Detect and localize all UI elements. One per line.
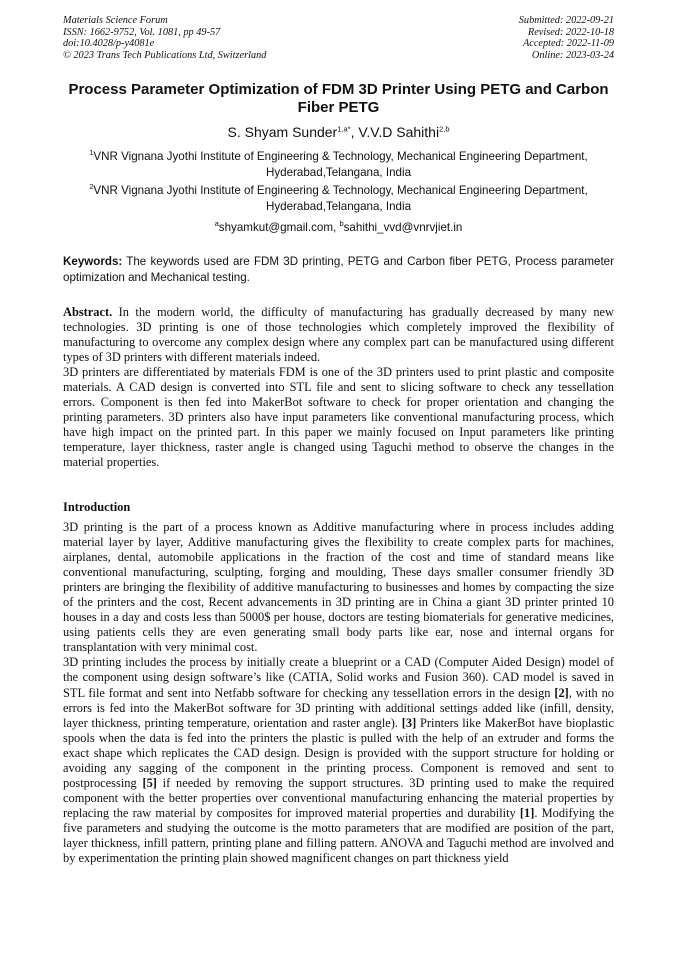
author-list xyxy=(63,124,614,141)
revised-date: Revised: 2022-10-18 xyxy=(527,26,614,38)
intro-text-d: if needed by removing the support structures. 3D printing used to make the required component with the better properties over conventional manufacturing enhancing the material properties by replacing the raw material by composites for improved material properties and durability xyxy=(63,775,614,820)
author-2-affiliation-mark: 2,b xyxy=(439,124,450,134)
journal-info xyxy=(63,15,266,61)
affiliation-2-mark: 2 xyxy=(89,182,94,192)
affiliation-2 xyxy=(63,183,614,215)
email-a-mark: a xyxy=(214,219,219,229)
introduction-body xyxy=(63,520,614,866)
intro-text-a: 3D printing includes the process by initially create a blueprint or a CAD (Computer Aided Design) model of the component using design software’s like (CATIA, Solid works and Fusion 360). CAD model is saved in STL file format and sent into Netfabb software for checking any tessellation errors in the design xyxy=(63,655,614,700)
author-separator: , xyxy=(350,124,359,140)
submitted-date: Submitted: 2022-09-21 xyxy=(518,15,614,26)
paper-title: Process Parameter Optimization of FDM 3D Printer Using PETG and Carbon Fiber PETG xyxy=(68,81,609,116)
abstract-paragraph-1 xyxy=(63,305,614,365)
abstract-text-1: In the modern world, the difficulty of manufacturing has gradually decreased by many new technologies. 3D printing is one of those technologies which completely improved the flexibility of manufacturing to overcome any complex design where any complex part can be manufactured using different types of 3D printers with different materials indeed. xyxy=(63,305,614,365)
affiliation-2-text: VNR Vignana Jyothi Institute of Engineering & Technology, Mechanical Engineering Department, Hyderabad,Telangana, India xyxy=(93,184,588,213)
citation-5: [5] xyxy=(142,775,157,790)
introduction-paragraph-2 xyxy=(63,655,614,866)
accepted-date: Accepted: 2022-11-09 xyxy=(522,38,614,50)
email-a: shyamkut@gmail.com, xyxy=(218,221,340,234)
author-2-name: V.V.D Sahithi xyxy=(358,124,440,140)
citation-3: [3] xyxy=(401,715,417,730)
affiliation-1 xyxy=(63,149,614,181)
intro-text-c: Printers like MakerBot have bioplastic spools when the data is fed into the printers the plastic is pulled with the help of an extruder and forms the exact shape which replicates the CAD design. Design is provided with the support structure for holding or avoiding any sagging of the component in the printing process. Component is removed and sent to postprocessing xyxy=(63,715,614,790)
author-1-name: S. Shyam Sunder xyxy=(227,124,338,140)
citation-1: [1] xyxy=(519,805,535,820)
journal-name: Materials Science Forum xyxy=(63,15,168,26)
citation-2: [2] xyxy=(554,685,569,700)
keywords-text: The keywords used are FDM 3D printing, PETG and Carbon fiber PETG, Process parameter optimization and Mechanical testing. xyxy=(63,255,614,284)
author-emails xyxy=(63,220,614,236)
copyright-line: © 2023 Trans Tech Publications Ltd, Switzerland xyxy=(63,49,267,61)
doi-line: doi:10.4028/p-y4081e xyxy=(63,38,155,50)
introduction-heading: Introduction xyxy=(63,500,131,514)
email-b-mark: b xyxy=(339,219,344,229)
keywords-block xyxy=(63,254,614,285)
publication-dates xyxy=(519,15,614,61)
abstract-label: Abstract. xyxy=(63,305,113,319)
intro-text-b: , with no errors is fed into the MakerBot software for 3D printing with additional settings added like (infill, density, layer thickness, printing temperature, orientation and raster angle). xyxy=(63,685,614,730)
introduction-paragraph-1: 3D printing is the part of a process known as Additive manufacturing where in process includes adding material layer by layer, Additive manufacturing gives the flexibility to create complex parts for machines, airplanes, dental, automobile applications in the fraction of the cost and time of standard means like conventional manufacturing, sculpting, forging and moulding, These days smaller consumer friendly 3D printers are bringing the flexibility of additive manufacturing to businesses and homes by compacting the size of the printers and the cost, Recent advancements in 3D printing are in China a giant 3D printer printed 10 houses in a day and costs less than 5000$ per house, doctors are testing biomaterials for generative medicines, using patients cells they are even generating small body parts like ear, nose and internal organs for transplantation with very minimal cost. xyxy=(63,520,614,655)
abstract-paragraph-2: 3D printers are differentiated by materials FDM is one of the 3D printers used to print plastic and composite materials. A CAD design is converted into STL file and sent to slicing software to check any tessellation errors. Component is then fed into MakerBot software to check for proper orientation and changing the printing parameters. 3D printers also have input parameters like conventional manufacturing process, which have high impact on the printed part. In this paper we mainly focused on Input parameters like printing temperature, layer thickness, raster angle is changed using Taguchi method to observe the changes in the material properties. xyxy=(63,365,614,470)
affiliation-1-text: VNR Vignana Jyothi Institute of Engineering & Technology, Mechanical Engineering Department, Hyderabad,Telangana, India xyxy=(93,150,588,179)
email-b: sahithi_vvd@vnrvjiet.in xyxy=(343,221,463,234)
keywords-label: Keywords: xyxy=(63,255,123,268)
author-1-affiliation-mark: 1,a* xyxy=(337,124,351,134)
intro-text-e: . Modifying the five parameters and studying the outcome is the motto parameters that are modified are position of the part, layer thickness, infill pattern, printing plane and filling pattern. ANOVA and Taguchi method are involved and by experimentation the printing plain showed magnificent changes on part thickness yield xyxy=(63,805,614,866)
abstract-block xyxy=(63,305,614,471)
issn-line: ISSN: 1662-9752, Vol. 1081, pp 49-57 xyxy=(63,26,221,38)
affiliation-1-mark: 1 xyxy=(89,148,94,158)
online-date: Online: 2023-03-24 xyxy=(531,49,614,61)
